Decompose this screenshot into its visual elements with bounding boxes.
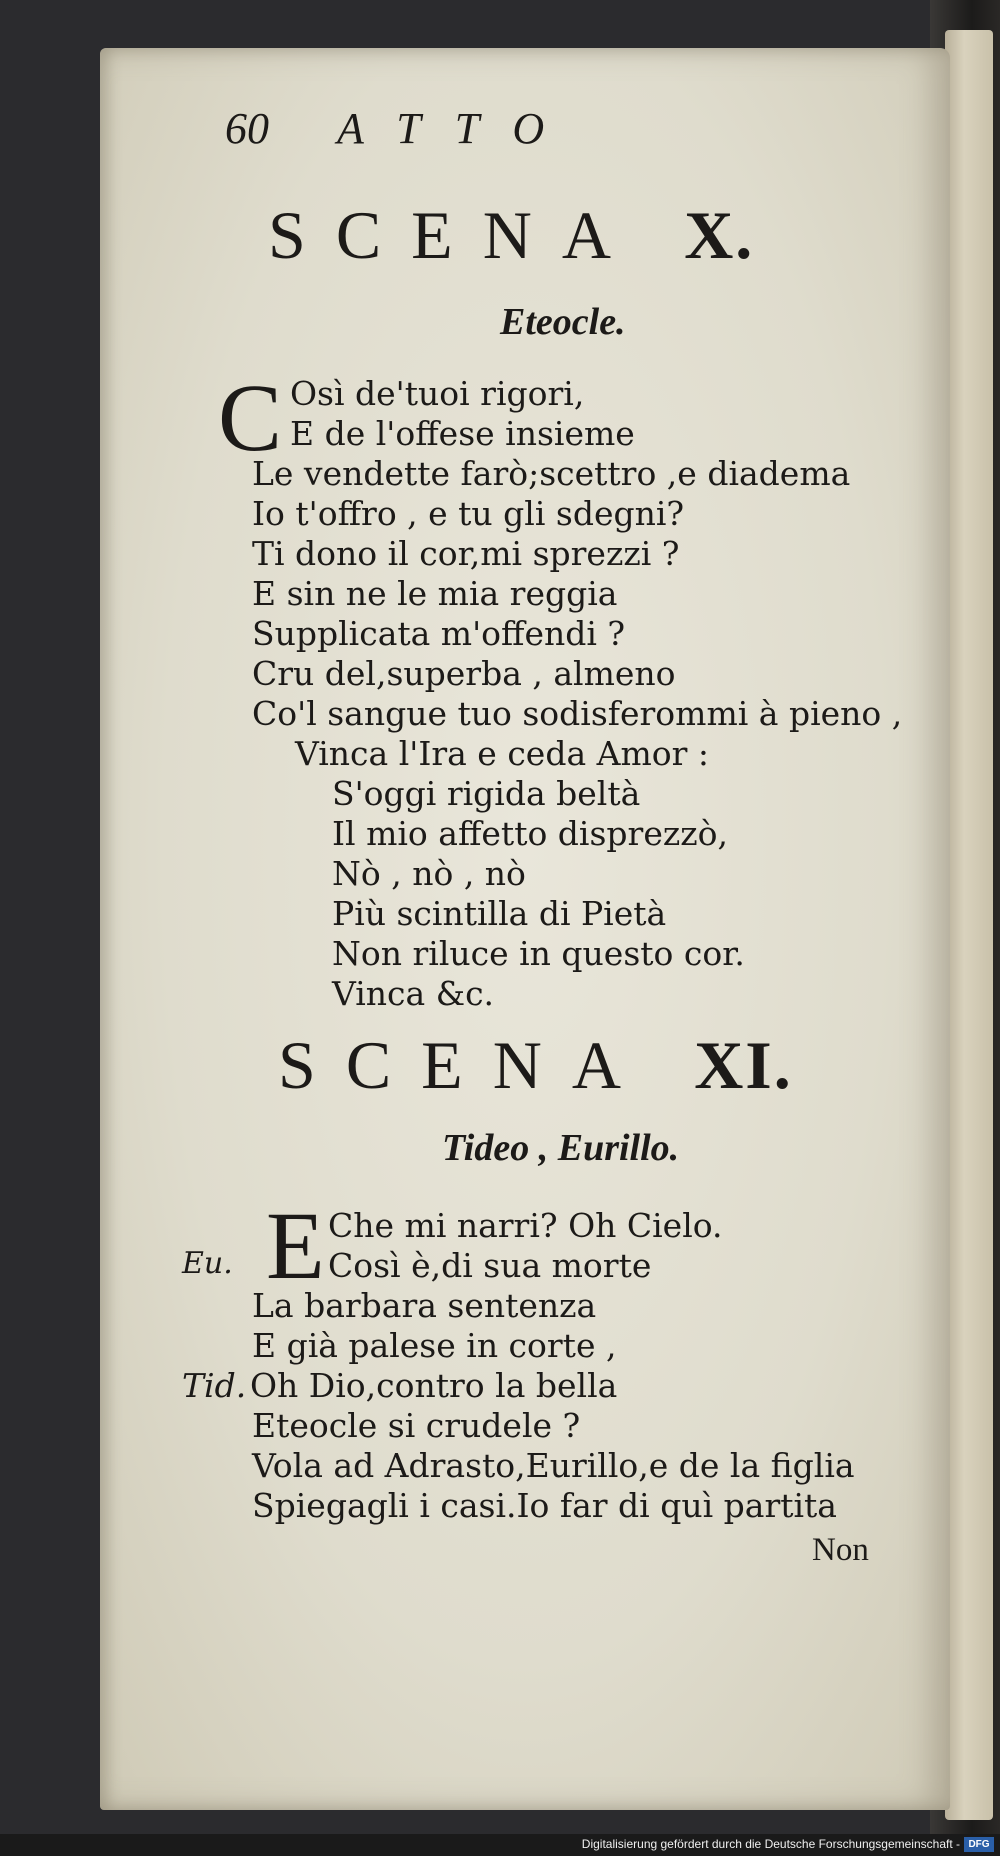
verse-line: Le vendette farò;scettro ,e diadema: [252, 454, 851, 493]
scene-heading-number: XI.: [694, 1027, 793, 1103]
verse-line: Nò , nò , nò: [332, 854, 526, 893]
verse-line: La barbara sentenza: [252, 1286, 597, 1325]
verse-line: S'oggi rigida beltà: [332, 774, 641, 813]
verse-line: Co'l sangue tuo sodisferommi à pieno ,: [252, 694, 903, 733]
book-page: [100, 48, 950, 1810]
verse-line: Il mio affetto disprezzò,: [332, 814, 728, 853]
speaker-abbreviation: Tid.: [182, 1366, 247, 1405]
verse-line: Spiegagli i casi.Io far di quì partita: [252, 1486, 837, 1525]
facing-page-edge: [945, 30, 993, 1820]
footer-credit: Digitalisierung gefördert durch die Deutsche Forschungsgemeinschaft -: [581, 1837, 960, 1851]
drop-cap: C: [218, 364, 283, 471]
running-head: [225, 103, 785, 163]
verse-line: Ti dono il cor,mi sprezzi ?: [252, 534, 680, 573]
scene-heading-number: X.: [684, 197, 755, 273]
verse-line: Eteocle si crudele ?: [252, 1406, 581, 1445]
verse-line: Così è,di sua morte: [328, 1246, 652, 1285]
verse-line: Osì de'tuoi rigori,: [290, 374, 585, 413]
verse-line: Io t'offro , e tu gli sdegni?: [252, 494, 685, 533]
verse-line: Oh Dio,contro la bella: [250, 1366, 618, 1405]
scene-speakers: Tideo , Eurillo.: [442, 1127, 680, 1169]
speaker-label: [182, 1366, 246, 1405]
catchword: Non: [812, 1532, 869, 1568]
drop-cap: E: [266, 1192, 325, 1299]
verse-line: Supplicata m'offendi ?: [252, 614, 626, 653]
dfg-logo: DFG: [964, 1837, 994, 1852]
scene-heading-word: SCENA: [278, 1027, 648, 1103]
speaker-label: [182, 1246, 233, 1281]
verse-line: E già palese in corte ,: [252, 1326, 617, 1365]
verse-line: Cru del,superba , almeno: [252, 654, 676, 693]
scene-heading: [278, 1026, 793, 1105]
verse-line: Che mi narri? Oh Cielo.: [328, 1206, 723, 1245]
scene-speakers: Eteocle.: [500, 301, 626, 343]
verse-line: Vinca &c.: [332, 974, 495, 1013]
verse-line: Vinca l'Ira e ceda Amor :: [295, 734, 709, 773]
verse-line: Non riluce in questo cor.: [332, 934, 745, 973]
verse-line: Vola ad Adrasto,Eurillo,e de la figlia: [252, 1446, 855, 1485]
speaker-abbreviation: Eu.: [182, 1246, 233, 1281]
verse-line: E de l'offese insieme: [290, 414, 635, 453]
scene-heading: [268, 196, 754, 275]
footer-bar: [0, 1834, 1000, 1856]
scene-heading-word: SCENA: [268, 197, 638, 273]
act-title: ATTO: [337, 104, 579, 153]
verse-line: E sin ne le mia reggia: [252, 574, 618, 613]
page-number: 60: [225, 104, 269, 153]
verse-line: Più scintilla di Pietà: [332, 894, 667, 933]
